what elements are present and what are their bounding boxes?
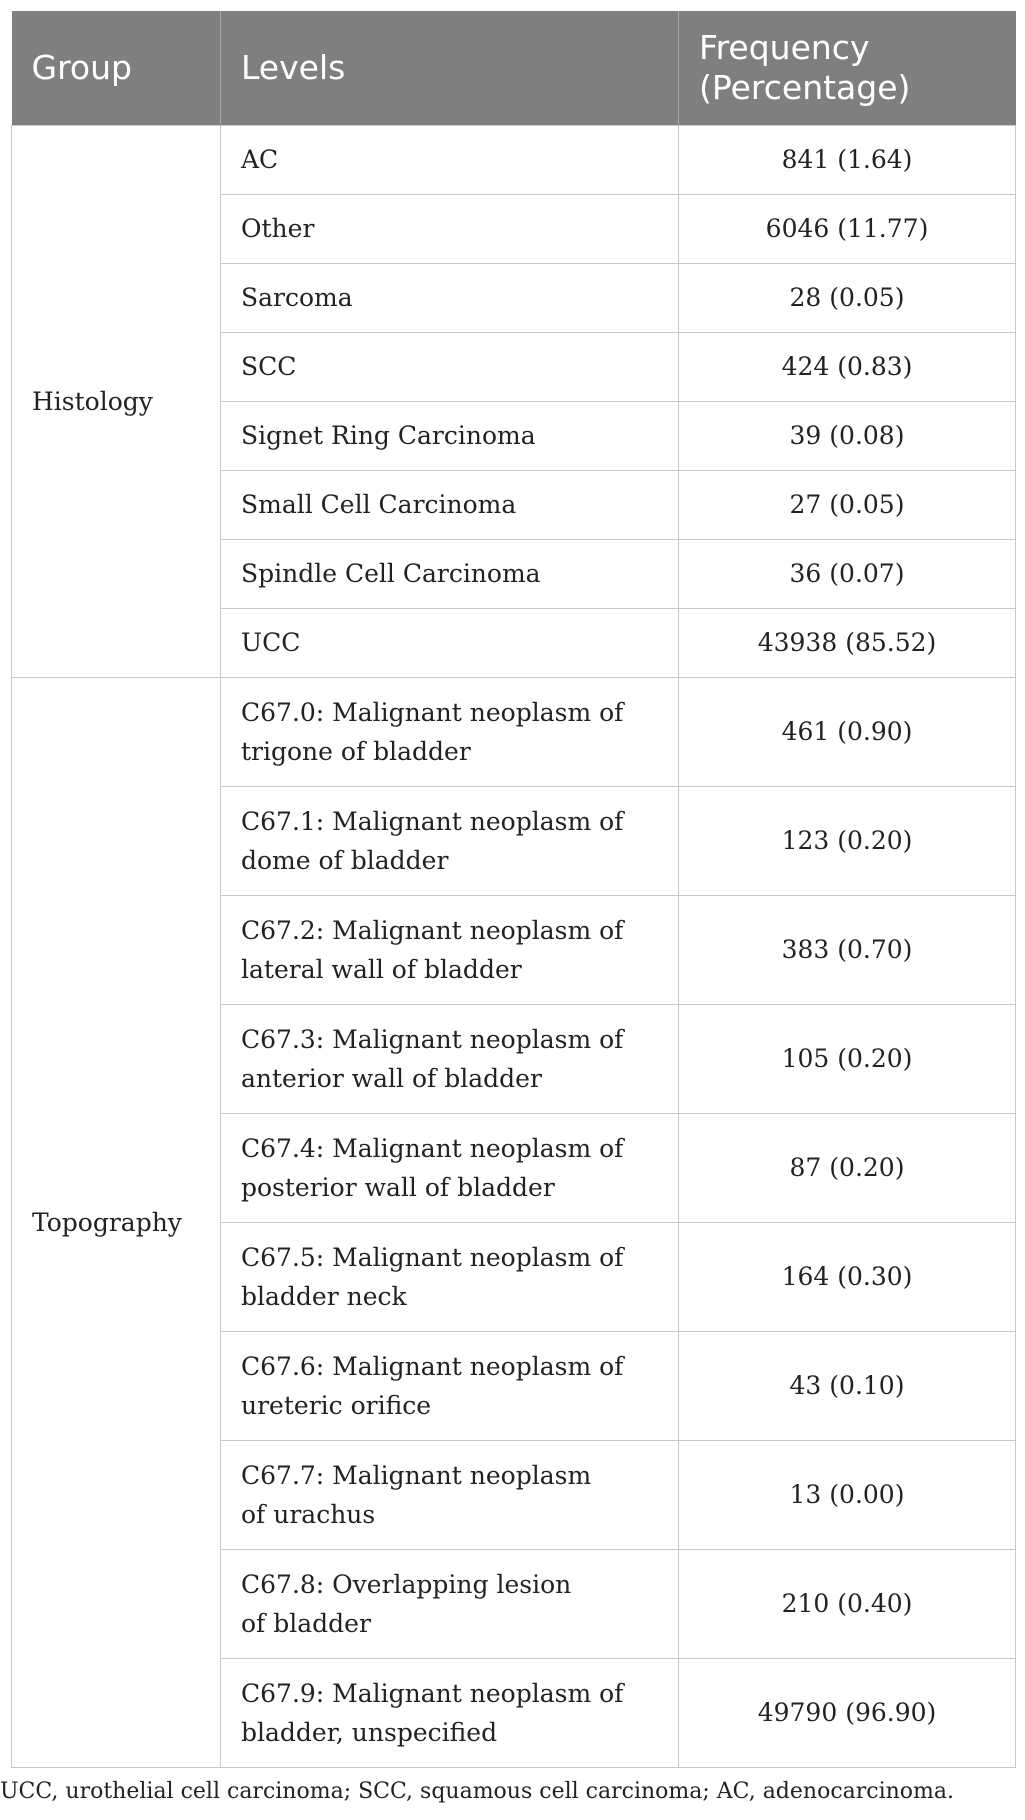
level-line-1: C67.0: Malignant neoplasm of <box>241 697 624 727</box>
header-group <box>12 11 221 125</box>
table-row <box>12 677 1016 786</box>
frequency-cell: 105 (0.20) <box>679 1004 1016 1113</box>
frequency-table <box>11 11 1016 1768</box>
frequency-cell: 13 (0.00) <box>679 1440 1016 1549</box>
level-cell: Other <box>221 194 679 263</box>
level-cell <box>221 1440 679 1549</box>
level-cell <box>221 677 679 786</box>
level-line-1: C67.4: Malignant neoplasm of <box>241 1133 624 1163</box>
level-cell: Spindle Cell Carcinoma <box>221 539 679 608</box>
frequency-cell: 424 (0.83) <box>679 332 1016 401</box>
level-line-2: posterior wall of bladder <box>241 1172 555 1202</box>
frequency-cell: 39 (0.08) <box>679 401 1016 470</box>
frequency-cell: 841 (1.64) <box>679 125 1016 194</box>
frequency-cell: 6046 (11.77) <box>679 194 1016 263</box>
level-line-2: bladder neck <box>241 1281 407 1311</box>
frequency-cell: 36 (0.07) <box>679 539 1016 608</box>
level-line-2: trigone of bladder <box>241 736 471 766</box>
table-container <box>11 11 1015 1768</box>
level-cell: AC <box>221 125 679 194</box>
group-cell-histology: Histology <box>12 125 221 677</box>
level-line-2: of urachus <box>241 1499 376 1529</box>
level-cell <box>221 1004 679 1113</box>
frequency-cell: 49790 (96.90) <box>679 1658 1016 1767</box>
level-cell: Sarcoma <box>221 263 679 332</box>
level-line-1: C67.2: Malignant neoplasm of <box>241 915 624 945</box>
frequency-cell: 28 (0.05) <box>679 263 1016 332</box>
level-cell: UCC <box>221 608 679 677</box>
level-line-2: dome of bladder <box>241 845 449 875</box>
level-cell <box>221 1113 679 1222</box>
level-cell <box>221 1658 679 1767</box>
header-levels-label: Levels <box>241 47 346 87</box>
level-line-2: anterior wall of bladder <box>241 1063 542 1093</box>
frequency-cell: 461 (0.90) <box>679 677 1016 786</box>
frequency-cell: 123 (0.20) <box>679 786 1016 895</box>
group-cell-topography: Topography <box>12 677 221 1767</box>
level-cell: Signet Ring Carcinoma <box>221 401 679 470</box>
header-frequency <box>679 11 1016 125</box>
level-line-2: lateral wall of bladder <box>241 954 522 984</box>
header-row <box>12 11 1016 125</box>
level-cell <box>221 1331 679 1440</box>
level-line-1: C67.8: Overlapping lesion <box>241 1569 572 1599</box>
level-cell <box>221 786 679 895</box>
level-line-1: C67.5: Malignant neoplasm of <box>241 1242 624 1272</box>
level-cell <box>221 1222 679 1331</box>
header-group-label: Group <box>31 47 132 87</box>
frequency-cell: 210 (0.40) <box>679 1549 1016 1658</box>
level-cell <box>221 1549 679 1658</box>
level-line-1: C67.6: Malignant neoplasm of <box>241 1351 624 1381</box>
header-frequency-line2: (Percentage) <box>699 67 911 107</box>
frequency-cell: 164 (0.30) <box>679 1222 1016 1331</box>
level-line-2: of bladder <box>241 1608 371 1638</box>
level-line-1: C67.9: Malignant neoplasm of <box>241 1678 624 1708</box>
header-frequency-line1: Frequency <box>699 27 870 67</box>
level-line-1: C67.3: Malignant neoplasm of <box>241 1024 624 1054</box>
frequency-cell: 27 (0.05) <box>679 470 1016 539</box>
level-cell <box>221 895 679 1004</box>
level-line-2: bladder, unspecified <box>241 1717 498 1747</box>
frequency-cell: 43 (0.10) <box>679 1331 1016 1440</box>
level-line-1: C67.1: Malignant neoplasm of <box>241 806 624 836</box>
level-line-2: ureteric orifice <box>241 1390 432 1420</box>
frequency-cell: 87 (0.20) <box>679 1113 1016 1222</box>
table-row <box>12 125 1016 194</box>
table-footnote: UCC, urothelial cell carcinoma; SCC, squamous cell carcinoma; AC, adenocarcinoma. <box>0 1779 955 1804</box>
level-line-1: C67.7: Malignant neoplasm <box>241 1460 592 1490</box>
header-levels <box>221 11 679 125</box>
frequency-cell: 383 (0.70) <box>679 895 1016 1004</box>
frequency-cell: 43938 (85.52) <box>679 608 1016 677</box>
level-cell: Small Cell Carcinoma <box>221 470 679 539</box>
level-cell: SCC <box>221 332 679 401</box>
